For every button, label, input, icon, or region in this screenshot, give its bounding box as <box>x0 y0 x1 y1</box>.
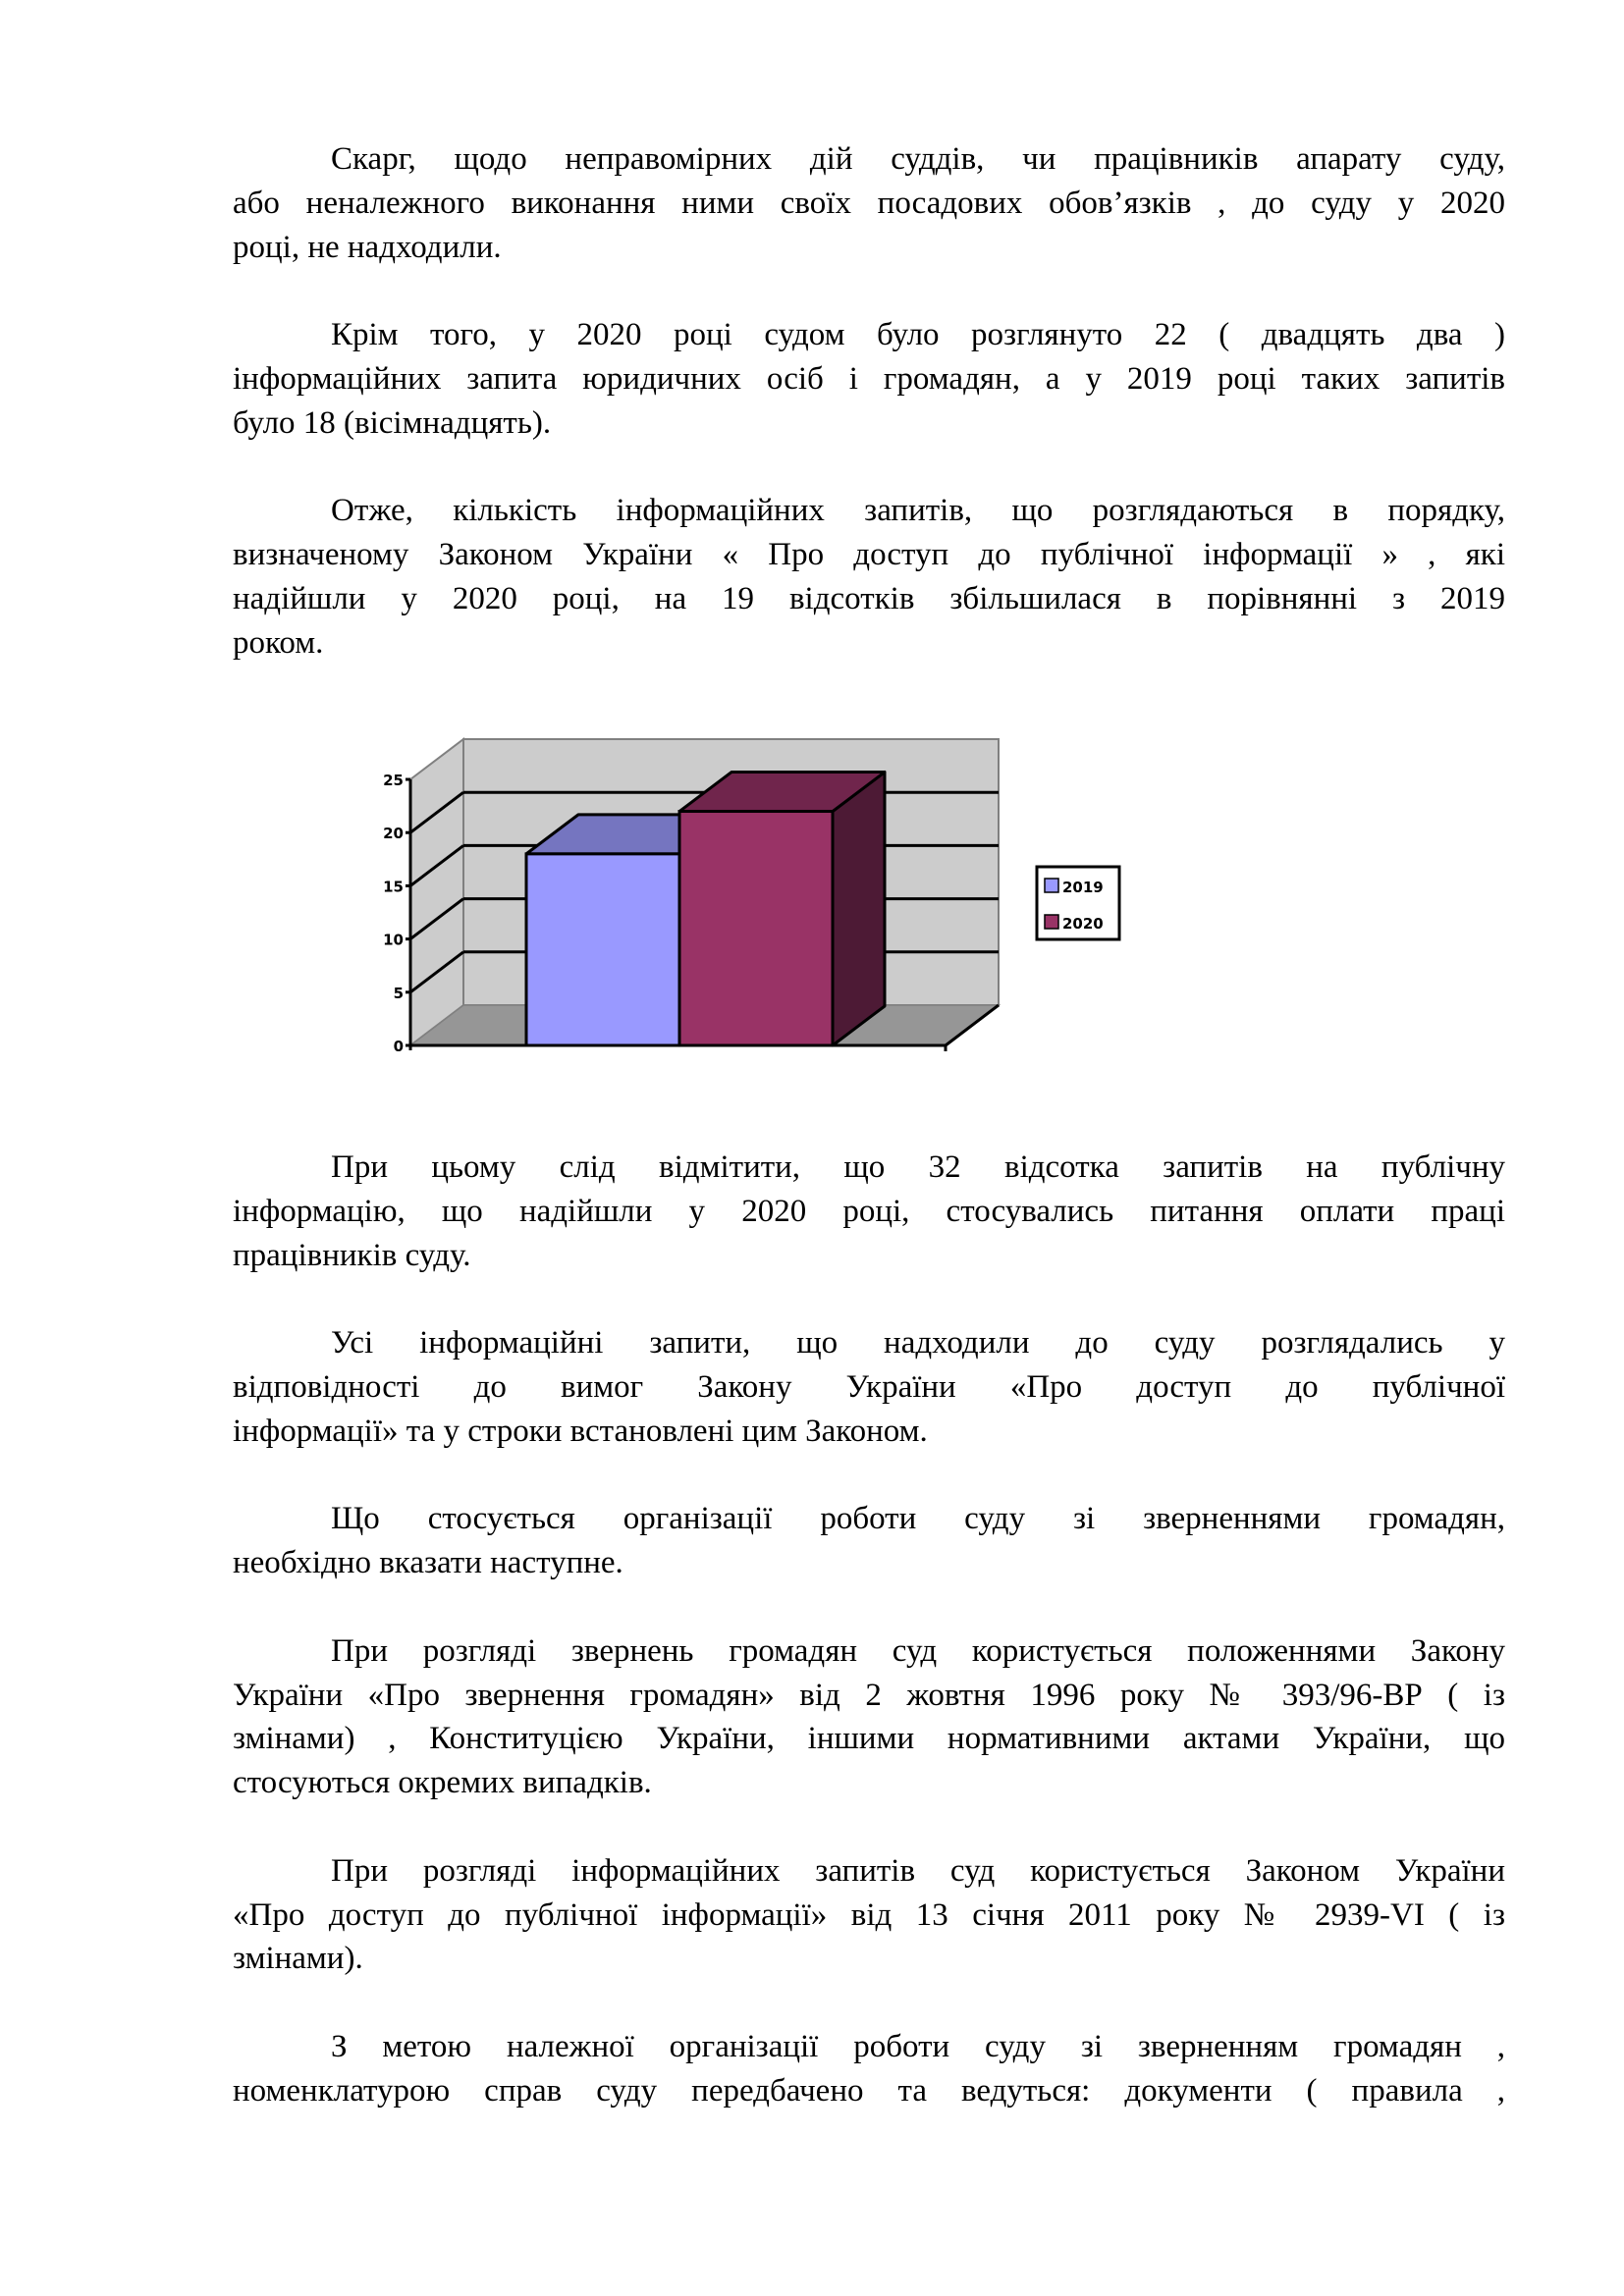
paragraph-line: Усі інформаційні запити, що надходили до суду розглядались у <box>331 1325 1505 1362</box>
paragraph-line: При розгляді інформаційних запитів суд користується Законом України <box>331 1852 1505 1889</box>
paragraph <box>233 1321 1505 1453</box>
paragraph-line: При розгляді звернень громадян суд користується положеннями Закону <box>331 1632 1505 1669</box>
paragraph-line: роком. <box>233 624 324 661</box>
paragraph-line: Що стосується організації роботи суду зі зверненнями громадян, <box>331 1501 1505 1537</box>
paragraph-line: надійшли у 2020 році, на 19 відсотків збільшилася в порівнянні з 2019 <box>233 580 1505 616</box>
paragraph-line: Крім того, у 2020 році судом було розглянуто 22 ( двадцять два ) <box>331 317 1505 353</box>
paragraph-line: змінами) , Конституцією України, іншими нормативними актами України, що <box>233 1721 1505 1757</box>
y-tick-label: 0 <box>393 1038 404 1055</box>
bar-2020 <box>679 812 833 1045</box>
paragraph <box>233 313 1505 445</box>
chart-side-wall <box>410 739 463 1045</box>
paragraph <box>233 489 1505 665</box>
bar-side-2020 <box>833 773 885 1045</box>
paragraph-line: Скарг, щодо неправомірних дій суддів, чи працівників апарату суду, <box>331 141 1505 177</box>
paragraph-line: відповідності до вимог Закону України «Про доступ до публічної <box>233 1368 1505 1405</box>
paragraph-line: необхідно вказати наступне. <box>233 1545 623 1581</box>
paragraph <box>233 1849 1505 1981</box>
legend-label-2019: 2019 <box>1062 879 1104 896</box>
paragraph-line: працівників суду. <box>233 1237 471 1273</box>
paragraph-line: або неналежного виконання ними своїх посадових обов’язків , до суду у 2020 <box>233 185 1505 221</box>
paragraph <box>233 1497 1505 1585</box>
paragraph-line: змінами). <box>233 1941 363 1977</box>
legend-swatch-2019 <box>1045 879 1058 892</box>
paragraph-line: України «Про звернення громадян» від 2 жовтня 1996 року № 393/96-ВР ( із <box>233 1677 1505 1713</box>
y-tick-label: 20 <box>383 825 404 843</box>
paragraph-line: інформації» та у строки встановлені цим Законом. <box>233 1413 928 1449</box>
paragraph <box>233 137 1505 269</box>
y-tick-label: 5 <box>393 984 404 1002</box>
legend-label-2020: 2020 <box>1062 915 1104 933</box>
y-tick-label: 15 <box>383 878 404 896</box>
paragraph-line: З метою належної організації роботи суду зі зверненням громадян , <box>331 2028 1505 2064</box>
paragraph-line: році, не надходили. <box>233 229 502 265</box>
paragraph <box>233 1629 1505 1805</box>
y-tick-label: 10 <box>383 931 404 949</box>
paragraph-line: визначеному Законом України « Про доступ до публічної інформації » , які <box>233 537 1505 573</box>
paragraph-line: Отже, кількість інформаційних запитів, що розглядаються в порядку, <box>331 493 1505 529</box>
paragraph-line: інформаційних запита юридичних осіб і громадян, а у 2019 році таких запитів <box>233 360 1505 397</box>
paragraph-line: номенклатурою справ суду передбачено та ведуться: документи ( правила , <box>233 2072 1505 2109</box>
y-tick-label: 25 <box>383 772 404 789</box>
text-before-chart <box>233 137 1505 666</box>
paragraph <box>233 2025 1505 2113</box>
paragraph-line: При цьому слід відмітити, що 32 відсотка запитів на публічну <box>331 1149 1505 1185</box>
text-after-chart <box>233 1146 1505 2113</box>
paragraph-line: стосуються окремих випадків. <box>233 1765 652 1801</box>
paragraph-line: інформацію, що надійшли у 2020 році, стосувались питання оплати праці <box>233 1193 1505 1229</box>
bar-2019 <box>526 854 679 1045</box>
paragraph <box>233 1146 1505 1277</box>
legend-swatch-2020 <box>1045 915 1058 929</box>
paragraph-line: було 18 (вісімнадцять). <box>233 404 552 441</box>
paragraph-line: «Про доступ до публічної інформації» від 13 січня 2011 року № 2939-VI ( із <box>233 1896 1505 1933</box>
